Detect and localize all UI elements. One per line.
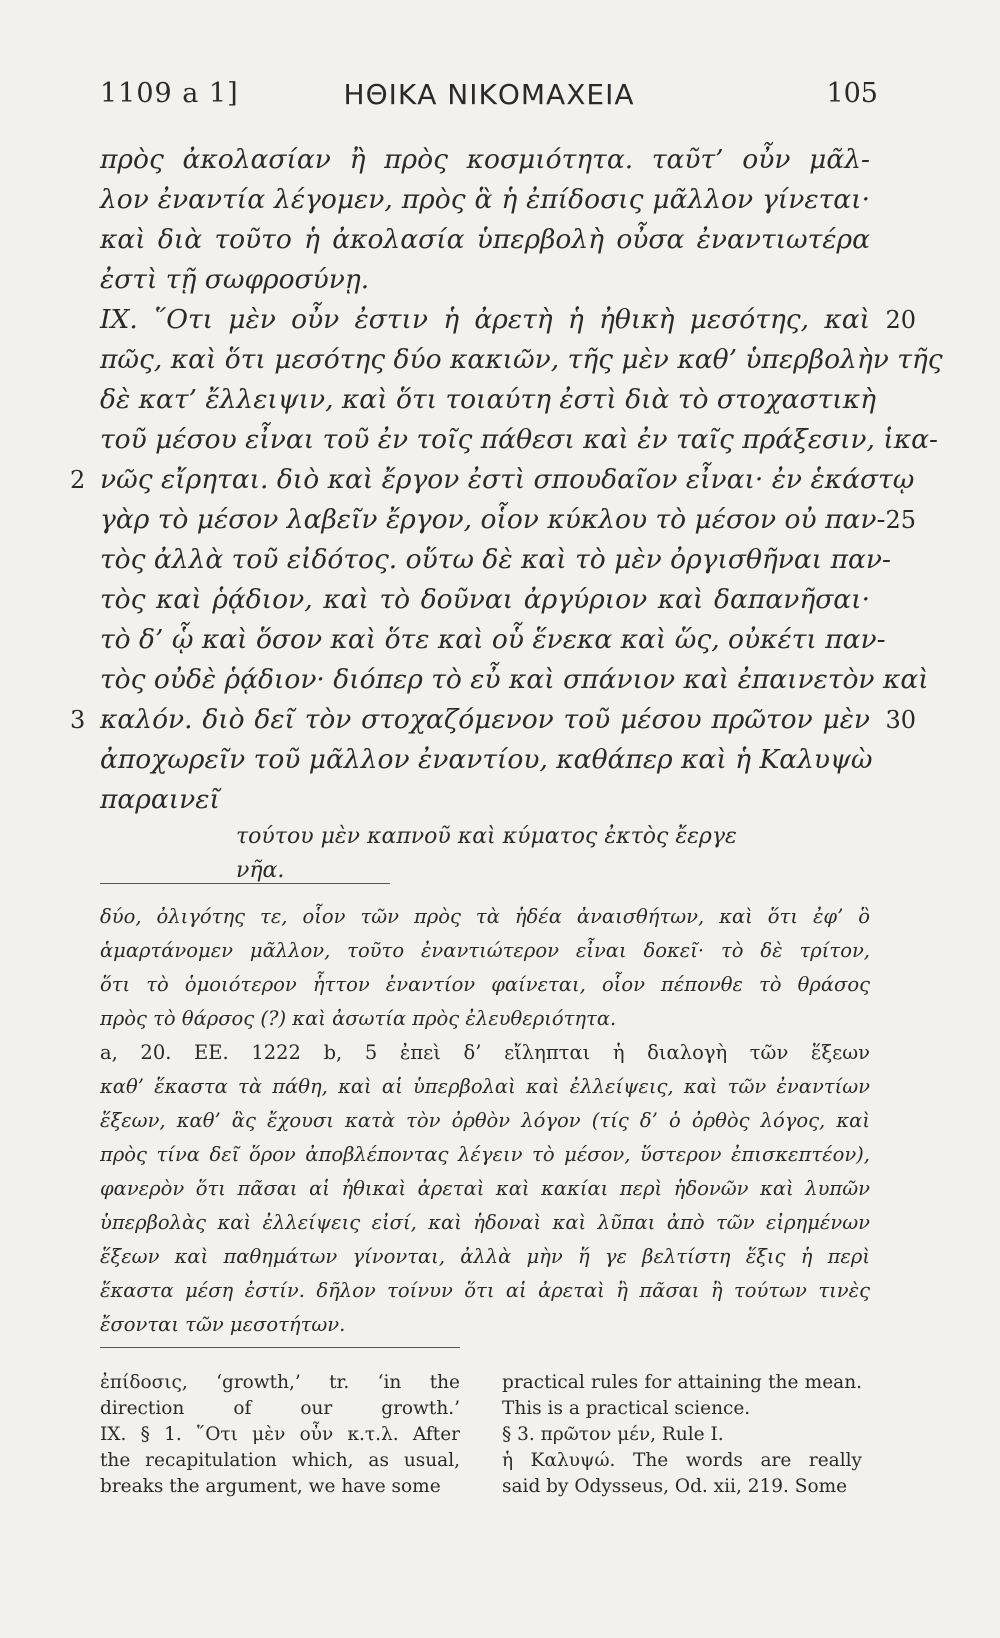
line-text: τὸ δ’ ᾧ καὶ ὅσον καὶ ὅτε καὶ οὗ ἕνεκα καὶ ὥς, οὐκέτι παν- bbox=[100, 624, 886, 655]
note-line bbox=[100, 1138, 870, 1172]
text-line bbox=[100, 140, 870, 180]
page-number: 105 bbox=[826, 78, 878, 109]
line-text: γὰρ τὸ μέσον λαβεῖν ἔργον, οἷον κύκλου τὸ μέσον οὐ παν- bbox=[100, 504, 886, 535]
line-text: δὲ κατ’ ἔλλειψιν, καὶ ὅτι τοιαύτη ἐστὶ διὰ τὸ στοχαστικὴ bbox=[100, 384, 876, 415]
line-text: καὶ διὰ τοῦτο ἡ ἀκολασία ὑπερβολὴ οὖσα ἐναντιωτέρα bbox=[100, 224, 870, 255]
note-line bbox=[100, 1172, 870, 1206]
text-line bbox=[100, 500, 916, 540]
text-line bbox=[100, 540, 891, 580]
commentary-text: ἐπίδοσις, ‘growth,’ tr. ‘in the bbox=[100, 1372, 460, 1393]
bekker-line-number: 20 bbox=[885, 306, 916, 334]
note-text: ἁμαρτάνομεν μᾶλλον, τοῦτο ἐναντιώτερον εἶναι δοκεῖ· τὸ δὲ τρίτον, bbox=[100, 939, 870, 962]
header-title: ΗΘΙΚΑ ΝΙΚΟΜΑΧΕΙΑ bbox=[343, 78, 635, 111]
commentary-text: the recapitulation which, as usual, bbox=[100, 1450, 460, 1471]
note-line bbox=[100, 934, 870, 968]
text-line bbox=[100, 260, 870, 300]
commentary-line bbox=[100, 1448, 460, 1474]
bekker-line-number: 30 bbox=[885, 706, 916, 734]
running-header bbox=[100, 78, 878, 118]
line-text: καλόν. διὸ δεῖ τὸν στοχαζόμενον τοῦ μέσου πρῶτον μὲν bbox=[100, 704, 870, 735]
note-line bbox=[100, 1240, 870, 1274]
note-text: πρὸς τὸ θάρσος (?) καὶ ἀσωτία πρὸς ἐλευθεριότητα. bbox=[100, 1007, 617, 1030]
text-line bbox=[100, 220, 870, 260]
note-line bbox=[100, 968, 870, 1002]
note-text: ἕκαστα μέση ἐστίν. δῆλον τοίνυν ὅτι αἱ ἀρεταὶ ἢ πᾶσαι ἢ τούτων τινὲς bbox=[100, 1279, 870, 1302]
commentary-left-column bbox=[100, 1370, 460, 1500]
note-text: ὅτι τὸ ὁμοιότερον ἧττον ἐναντίον φαίνεται, οἷον πέπονθε τὸ θράσος bbox=[100, 973, 870, 996]
text-line bbox=[100, 420, 938, 460]
line-text: ἐστὶ τῇ σωφροσύνῃ. bbox=[100, 264, 370, 295]
line-text: τὸς οὐδὲ ῥᾴδιον· διόπερ τὸ εὖ καὶ σπάνιον καὶ ἐπαινετὸν καὶ bbox=[100, 664, 929, 695]
commentary-line bbox=[100, 1422, 460, 1448]
line-text: λον ἐναντία λέγομεν, πρὸς ἃ ἡ ἐπίδοσις μᾶλλον γίνεται· bbox=[100, 184, 870, 215]
commentary-right-column bbox=[502, 1370, 862, 1500]
commentary-divider bbox=[100, 1347, 460, 1348]
line-text: παραινεῖ bbox=[100, 784, 220, 815]
commentary-text: direction of our growth.’ bbox=[100, 1398, 460, 1419]
text-line bbox=[100, 340, 943, 380]
line-text: ἀποχωρεῖν τοῦ μᾶλλον ἐναντίου, καθάπερ καὶ ἡ Καλυψὼ bbox=[100, 744, 873, 775]
text-line bbox=[100, 380, 876, 420]
parallel-passages bbox=[100, 900, 870, 1342]
commentary-line bbox=[502, 1370, 862, 1396]
commentary-text: IX. § 1. ῞Οτι μὲν οὖν κ.τ.λ. After bbox=[100, 1424, 460, 1445]
header-reference: 1109 a 1] bbox=[100, 78, 239, 109]
line-text: τὸς ἀλλὰ τοῦ εἰδότος. οὕτω δὲ καὶ τὸ μὲν ὀργισθῆναι παν- bbox=[100, 544, 891, 575]
note-line bbox=[100, 1070, 870, 1104]
commentary-text: This is a practical science. bbox=[502, 1398, 751, 1419]
note-text: a, 20. EE. 1222 b, 5 ἐπεὶ δ’ εἴληπται ἡ διαλογὴ τῶν ἕξεων bbox=[100, 1041, 870, 1064]
commentary-line bbox=[502, 1422, 862, 1448]
text-line bbox=[100, 620, 886, 660]
commentary-line bbox=[100, 1474, 460, 1500]
footnote-divider bbox=[100, 883, 390, 884]
note-text: ὑπερβολὰς καὶ ἐλλείψεις εἰσί, καὶ ἡδοναὶ καὶ λῦπαι ἀπὸ τῶν εἰρημένων bbox=[100, 1211, 870, 1234]
text-line bbox=[100, 580, 870, 620]
note-line bbox=[100, 1002, 870, 1036]
text-line bbox=[100, 180, 870, 220]
text-line bbox=[70, 700, 916, 740]
text-line bbox=[100, 660, 929, 700]
section-number: 2 bbox=[70, 466, 86, 494]
commentary-line bbox=[100, 1370, 460, 1396]
note-text: ἕξεων, καθ’ ἃς ἔχουσι κατὰ τὸν ὀρθὸν λόγον (τίς δ’ ὁ ὀρθὸς λόγος, καὶ bbox=[100, 1109, 870, 1132]
greek-main-text bbox=[70, 140, 943, 820]
note-text: φανερὸν ὅτι πᾶσαι αἱ ἠθικαὶ ἀρεταὶ καὶ κακίαι περὶ ἡδονῶν καὶ λυπῶν bbox=[100, 1177, 870, 1200]
line-text: τὸς καὶ ῥᾴδιον, καὶ τὸ δοῦναι ἀργύριον καὶ δαπανῆσαι· bbox=[100, 584, 870, 615]
text-line bbox=[100, 780, 870, 820]
note-line bbox=[100, 1104, 870, 1138]
line-text: IX. ῞Οτι μὲν οὖν ἐστιν ἡ ἀρετὴ ἡ ἠθικὴ μεσότης, καὶ bbox=[100, 304, 870, 335]
commentary-line bbox=[502, 1448, 862, 1474]
note-line bbox=[100, 1036, 870, 1070]
line-text: πῶς, καὶ ὅτι μεσότης δύο κακιῶν, τῆς μὲν καθ’ ὑπερβολὴν τῆς bbox=[100, 344, 943, 375]
commentary-text: § 3. πρῶτον μέν, Rule I. bbox=[502, 1424, 724, 1445]
note-line bbox=[100, 1274, 870, 1308]
note-line bbox=[100, 900, 870, 934]
commentary-text: breaks the argument, we have some bbox=[100, 1476, 441, 1497]
commentary-text: said by Odysseus, Od. xii, 219. Some bbox=[502, 1476, 848, 1497]
commentary-line bbox=[502, 1474, 862, 1500]
note-line bbox=[100, 1308, 870, 1342]
verse-quotation bbox=[100, 820, 870, 888]
text-line bbox=[70, 460, 915, 500]
commentary-text: ἡ Καλυψώ. The words are really bbox=[502, 1450, 862, 1471]
text-line bbox=[100, 740, 873, 780]
verse-line bbox=[100, 820, 870, 854]
line-text: νῶς εἴρηται. διὸ καὶ ἔργον ἐστὶ σπουδαῖον εἶναι· ἐν ἑκάστῳ bbox=[100, 464, 915, 495]
text-line bbox=[100, 300, 916, 340]
bekker-line-number: 25 bbox=[885, 506, 916, 534]
commentary-line bbox=[100, 1396, 460, 1422]
note-line bbox=[100, 1206, 870, 1240]
verse-text: τούτου μὲν καπνοῦ καὶ κύματος ἐκτὸς ἔεργε bbox=[236, 824, 737, 849]
note-text: πρὸς τίνα δεῖ ὅρον ἀποβλέποντας λέγειν τὸ μέσον, ὕστερον ἐπισκεπτέον), bbox=[100, 1143, 870, 1166]
note-text: ἕξεων καὶ παθημάτων γίνονται, ἀλλὰ μὴν ἥ γε βελτίστη ἕξις ἡ περὶ bbox=[100, 1245, 870, 1268]
commentary-text: practical rules for attaining the mean. bbox=[502, 1372, 862, 1393]
note-text: ἔσονται τῶν μεσοτήτων. bbox=[100, 1313, 346, 1336]
line-text: πρὸς ἀκολασίαν ἢ πρὸς κοσμιότητα. ταῦτ’ οὖν μᾶλ- bbox=[100, 144, 870, 175]
verse-text: νῆα. bbox=[236, 858, 285, 883]
line-text: τοῦ μέσου εἶναι τοῦ ἐν τοῖς πάθεσι καὶ ἐν ταῖς πράξεσιν, ἱκα- bbox=[100, 424, 938, 455]
commentary-line bbox=[502, 1396, 862, 1422]
section-number: 3 bbox=[70, 706, 86, 734]
note-text: δύο, ὀλιγότης τε, οἷον τῶν πρὸς τὰ ἡδέα ἀναισθήτων, καὶ ὅτι ἐφ’ ὃ bbox=[100, 905, 870, 928]
note-text: καθ’ ἕκαστα τὰ πάθη, καὶ αἱ ὑπερβολαὶ καὶ ἐλλείψεις, καὶ τῶν ἐναντίων bbox=[100, 1075, 870, 1098]
